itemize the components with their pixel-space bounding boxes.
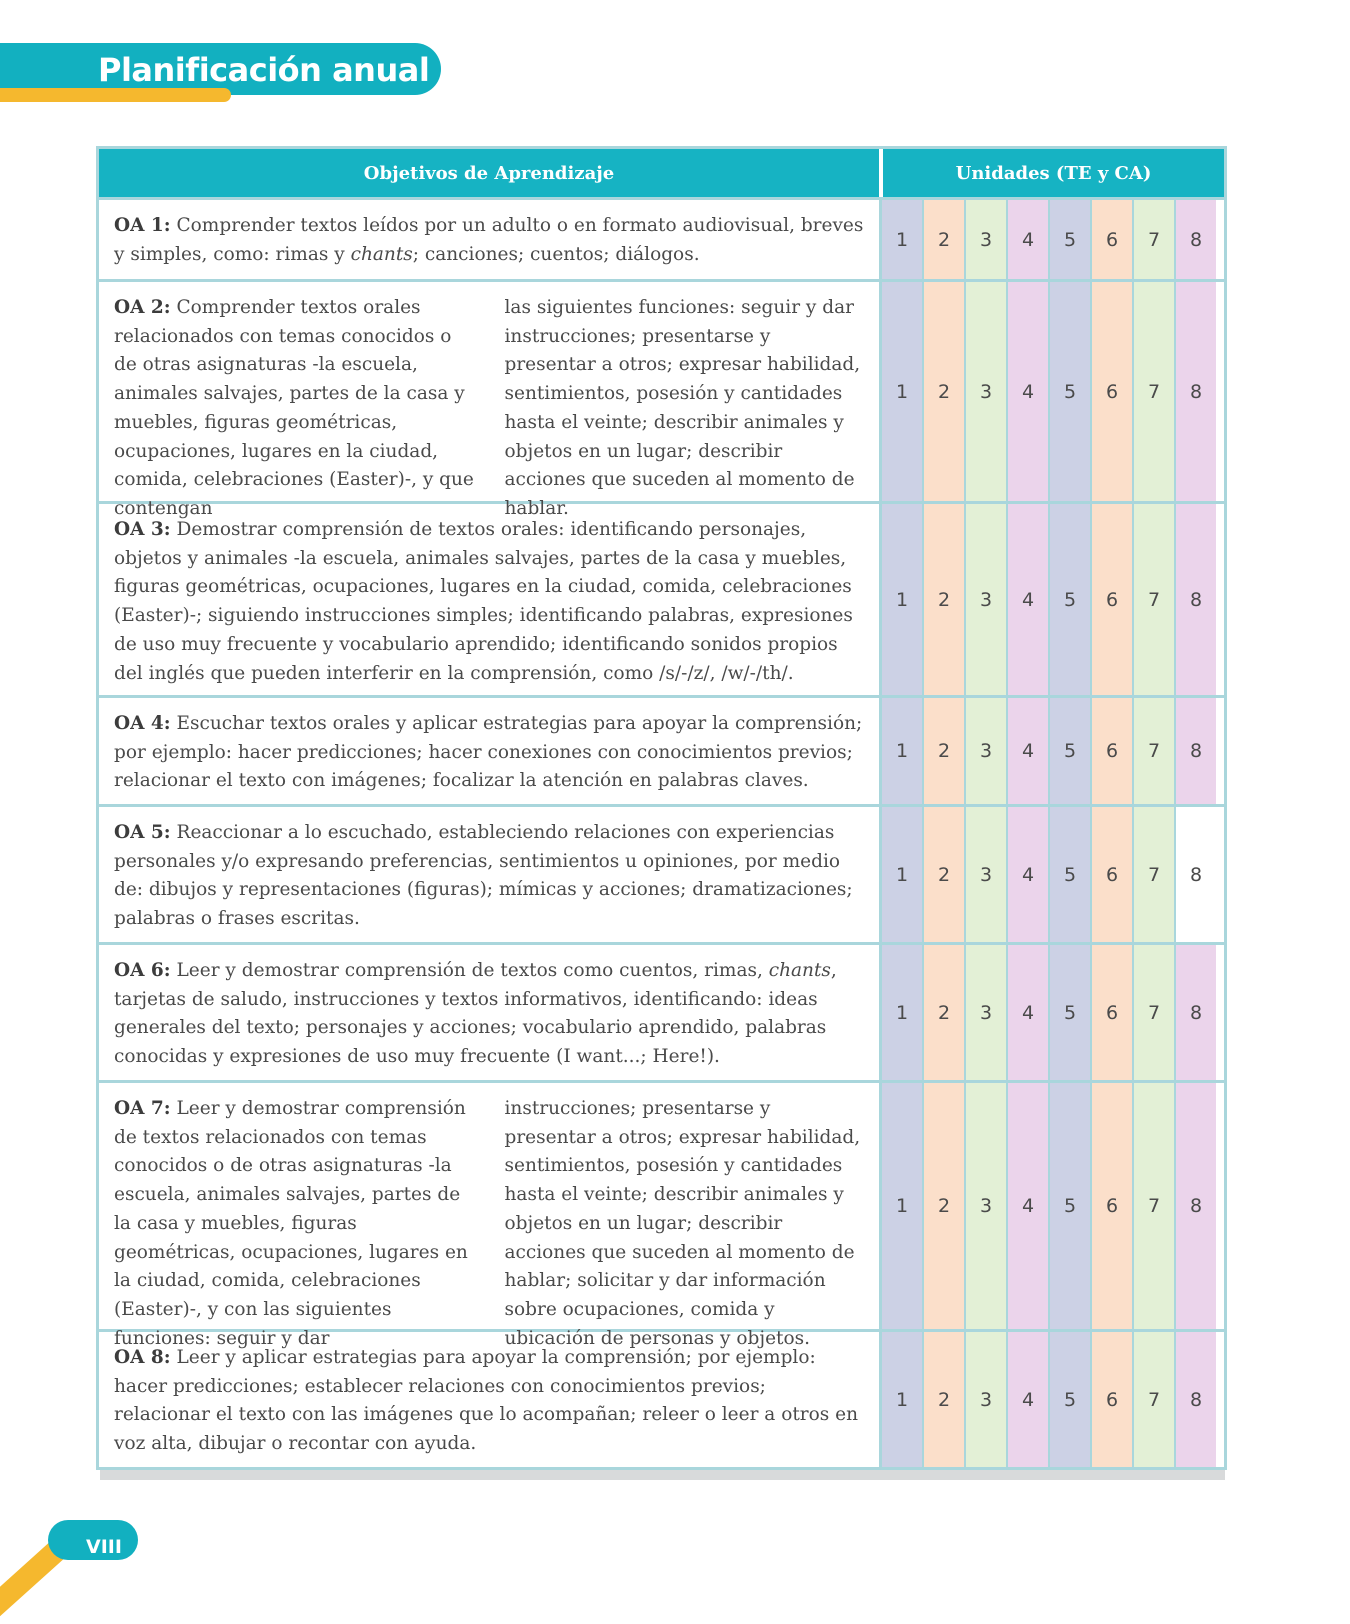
unit-cell-1: 1: [882, 807, 922, 942]
unit-cell-3: 3: [964, 945, 1006, 1080]
unit-cell-2: 2: [922, 1083, 964, 1329]
table-row: [99, 279, 1224, 519]
unit-cell-6: 6: [1090, 282, 1132, 501]
unit-cell-8: 8: [1174, 945, 1216, 1080]
unit-cell-8: 8: [1174, 282, 1216, 501]
unit-cell-7: 7: [1132, 1083, 1174, 1329]
unit-cell-5: 5: [1048, 1332, 1090, 1467]
unit-cell-3: 3: [964, 504, 1006, 695]
unit-cell-7: 7: [1132, 200, 1174, 279]
unit-cell-2: 2: [922, 698, 964, 804]
objective-code: OA 2:: [114, 297, 171, 318]
objective-text: OA 6: Leer y demostrar comprensión de textos como cuentos, rimas, chants, tarjetas de saludo, instrucciones y textos informativos, identificando: ideas generales del texto; personajes y acciones; vocabulario aprendido, palabras conocidas y expresiones de uso muy frecuente (I want...; Here!).: [99, 945, 882, 1080]
unit-cell-1: 1: [882, 200, 922, 279]
table-row: [99, 695, 1224, 804]
unit-cell-1: 1: [882, 1083, 922, 1329]
unit-cell-8: 8: [1174, 200, 1216, 279]
unit-cell-6: 6: [1090, 807, 1132, 942]
objective-text-col-1: OA 7: Leer y demostrar comprensión de textos relacionados con temas conocidos o de otras asignaturas -la escuela, animales salvajes, partes de la casa y muebles, figuras geométricas, ocupaciones, lugares en la ciudad, comida, celebraciones (Easter)-, y con las siguientes funciones: seguir y dar: [114, 1098, 468, 1349]
unit-cell-6: 6: [1090, 1083, 1132, 1329]
unit-cell-6: 6: [1090, 200, 1132, 279]
objective-text: OA 5: Reaccionar a lo escuchado, estableciendo relaciones con experiencias personales y/o expresando preferencias, sentimientos u opiniones, por medio de: dibujos y representaciones (figuras); mímicas y acciones; dramatizaciones; palabras o frases escritas.: [99, 807, 882, 942]
objective-code: OA 7:: [114, 1098, 171, 1119]
objective-code: OA 8:: [114, 1347, 171, 1368]
unit-cell-4: 4: [1006, 698, 1048, 804]
unit-cell-2: 2: [922, 1332, 964, 1467]
unit-cell-1: 1: [882, 282, 922, 501]
unit-cell-5: 5: [1048, 945, 1090, 1080]
unit-cell-3: 3: [964, 1083, 1006, 1329]
unit-cell-5: 5: [1048, 807, 1090, 942]
unit-cell-1: 1: [882, 698, 922, 804]
unit-cell-8: 8: [1174, 698, 1216, 804]
objective-text: [99, 1083, 882, 1349]
unit-cell-3: 3: [964, 200, 1006, 279]
unit-cell-5: 5: [1048, 698, 1090, 804]
objective-code: OA 3:: [114, 519, 171, 540]
objective-text: OA 1: Comprender textos leídos por un adulto o en formato audiovisual, breves y simples, como: rimas y chants; canciones; cuentos; diálogos.: [99, 200, 882, 279]
unit-cells: [882, 945, 1224, 1080]
objective-text: OA 8: Leer y aplicar estrategias para apoyar la comprensión; por ejemplo: hacer predicciones; establecer relaciones con conocimientos previos; relacionar el texto con las imágenes que lo acompañan; releer o leer a otros en voz alta, dibujar o recontar con ayuda.: [99, 1332, 882, 1467]
unit-cell-4: 4: [1006, 1332, 1048, 1467]
objective-code: OA 5:: [114, 822, 171, 843]
objective-text: OA 4: Escuchar textos orales y aplicar estrategias para apoyar la comprensión; por ejemplo: hacer predicciones; hacer conexiones con conocimientos previos; relacionar el texto con imágenes; focalizar la atención en palabras claves.: [99, 698, 882, 804]
table-row: [99, 1080, 1224, 1349]
unit-cell-2: 2: [922, 282, 964, 501]
unit-cell-2: 2: [922, 200, 964, 279]
unit-cell-2: 2: [922, 945, 964, 1080]
unit-cell-4: 4: [1006, 807, 1048, 942]
objective-text-col-2: instrucciones; presentarse y presentar a otros; expresar habilidad, sentimientos, posesión y cantidades hasta el veinte; describir animales y objetos en un lugar; describir acciones que suceden al momento de hablar; solicitar y dar información sobre ocupaciones, comida y ubicación de personas y objetos.: [504, 1098, 861, 1349]
table-header: [99, 149, 1224, 197]
unit-cells: [882, 504, 1224, 695]
objective-code: OA 6:: [114, 960, 171, 981]
unit-cell-5: 5: [1048, 1083, 1090, 1329]
objective-code: OA 4:: [114, 713, 171, 734]
unit-cell-5: 5: [1048, 200, 1090, 279]
unit-cell-4: 4: [1006, 200, 1048, 279]
unit-cell-3: 3: [964, 807, 1006, 942]
unit-cell-3: 3: [964, 1332, 1006, 1467]
page-number: VIII: [86, 1536, 122, 1558]
unit-cells: [882, 698, 1224, 804]
header-objectives: Objetivos de Aprendizaje: [99, 149, 883, 197]
unit-cell-2: 2: [922, 504, 964, 695]
objective-code: OA 1:: [114, 215, 171, 236]
unit-cell-7: 7: [1132, 282, 1174, 501]
unit-cell-6: 6: [1090, 504, 1132, 695]
unit-cell-7: 7: [1132, 1332, 1174, 1467]
unit-cell-7: 7: [1132, 807, 1174, 942]
page-title: Planificación anual: [98, 51, 430, 89]
unit-cell-6: 6: [1090, 698, 1132, 804]
unit-cell-4: 4: [1006, 504, 1048, 695]
unit-cell-1: 1: [882, 504, 922, 695]
unit-cell-4: 4: [1006, 945, 1048, 1080]
unit-cell-2: 2: [922, 807, 964, 942]
unit-cell-8: 8: [1174, 807, 1216, 942]
unit-cells: [882, 807, 1224, 942]
unit-cell-7: 7: [1132, 504, 1174, 695]
unit-cell-6: 6: [1090, 1332, 1132, 1467]
unit-cell-5: 5: [1048, 504, 1090, 695]
unit-cells: [882, 1332, 1224, 1467]
header-units: Unidades (TE y CA): [883, 149, 1224, 197]
unit-cell-8: 8: [1174, 504, 1216, 695]
objective-text-col-2: las siguientes funciones: seguir y dar instrucciones; presentarse y presentar a otros; expresar habilidad, sentimientos, posesión y cantidades hasta el veinte; describir animales y objetos en un lugar; describir acciones que suceden al momento de hablar.: [504, 297, 861, 519]
unit-cells: [882, 1083, 1224, 1329]
unit-cell-3: 3: [964, 282, 1006, 501]
planning-table: [96, 146, 1227, 1470]
unit-cell-6: 6: [1090, 945, 1132, 1080]
table-row: [99, 1329, 1224, 1467]
unit-cell-8: 8: [1174, 1332, 1216, 1467]
table-row: [99, 942, 1224, 1080]
unit-cell-8: 8: [1174, 1083, 1216, 1329]
objective-text: [99, 282, 882, 519]
unit-cell-1: 1: [882, 945, 922, 1080]
unit-cell-3: 3: [964, 698, 1006, 804]
unit-cell-1: 1: [882, 1332, 922, 1467]
table-row: [99, 804, 1224, 942]
unit-cell-4: 4: [1006, 1083, 1048, 1329]
table-row: [99, 501, 1224, 695]
table-row: [99, 197, 1224, 279]
objective-text-col-1: OA 2: Comprender textos orales relacionados con temas conocidos o de otras asignaturas -la escuela, animales salvajes, partes de la casa y muebles, figuras geométricas, ocupaciones, lugares en la ciudad, comida, celebraciones (Easter)-, y que contengan: [114, 297, 474, 519]
unit-cell-7: 7: [1132, 698, 1174, 804]
unit-cell-4: 4: [1006, 282, 1048, 501]
unit-cell-7: 7: [1132, 945, 1174, 1080]
unit-cell-5: 5: [1048, 282, 1090, 501]
objective-text: OA 3: Demostrar comprensión de textos orales: identificando personajes, objetos y animales -la escuela, animales salvajes, partes de la casa y muebles, figuras geométricas, ocupaciones, lugares en la ciudad, comida, celebraciones (Easter)-; siguiendo instrucciones simples; identificando palabras, expresiones de uso muy frecuente y vocabulario aprendido; identificando sonidos propios del inglés que pueden interferir en la comprensión, como /s/-/z/, /w/-/th/.: [99, 504, 882, 695]
unit-cells: [882, 282, 1224, 501]
unit-cells: [882, 200, 1224, 279]
